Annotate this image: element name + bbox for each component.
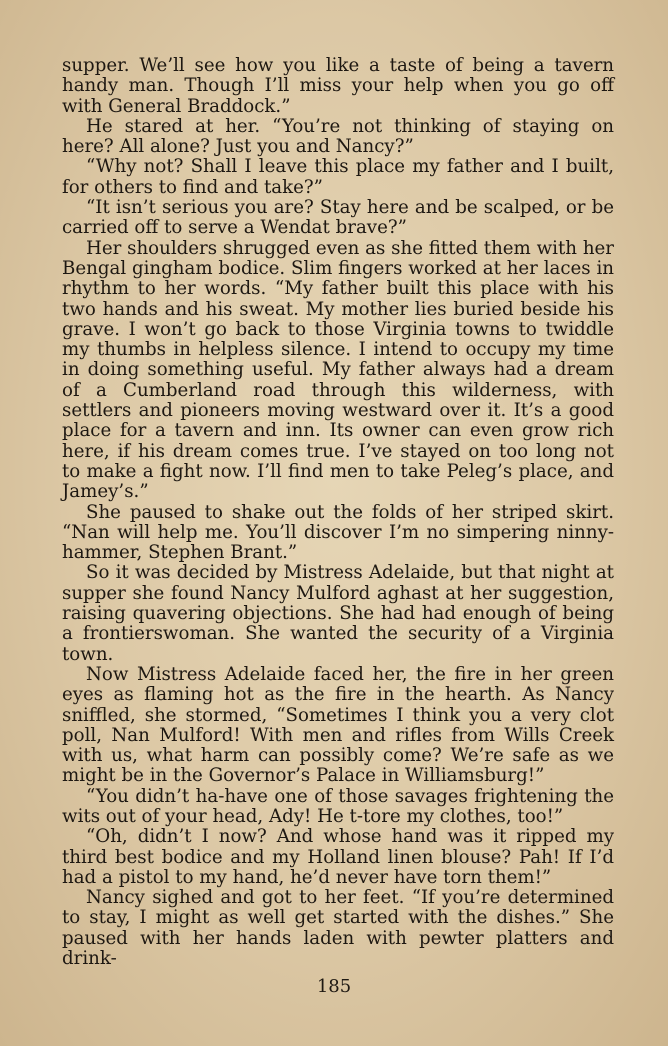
paragraph: “Why not? Shall I leave this place my father and I built, for others to find and take?” — [62, 156, 614, 198]
paragraph: “You didn’t ha-have one of those savages frightening the wits out of your head, Ady! He t-tore my clothes, too!” — [62, 785, 614, 827]
paragraph: Now Mistress Adelaide faced her, the fire in her green eyes as flaming hot as the fire in the hearth. As Nancy sniffled, she stormed, “Sometimes I think you a very clot poll, Nan Mulford! With men and rifles from Wills Creek with us, what harm can possibly come? We’re safe as we might be in the Governor’s Palace in Williamsburg!” — [62, 663, 614, 787]
paragraph: Nancy sighed and got to her feet. “If you’re determined to stay, I might as well get started with the dishes.” She paused with her hands laden with pewter platters and drink- — [62, 887, 614, 970]
paragraph: She paused to shake out the folds of her striped skirt. “Nan will help me. You’ll discover I’m no simpering ninny-hammer, Stephen Brant.” — [62, 501, 614, 564]
paragraph: “It isn’t serious you are? Stay here and be scalped, or be carried off to serve a Wendat brave?” — [62, 197, 614, 239]
page-body-text — [62, 56, 614, 969]
paragraph: “Oh, didn’t I now? And whose hand was it ripped my third best bodice and my Holland linen blouse? Pah! If I’d had a pistol to my hand, he’d never have torn them!” — [62, 826, 614, 888]
paragraph: supper. We’ll see how you like a taste of being a tavern handy man. Though I’ll miss your help when you go off with General Braddock.” — [62, 55, 614, 117]
paragraph: So it was decided by Mistress Adelaide, but that night at supper she found Nancy Mulford aghast at her suggestion, raising quavering objections. She had had enough of being a frontierswoman. She wanted the security of a Virginia town. — [62, 562, 614, 665]
paragraph: He stared at her. “You’re not thinking of staying on here? All alone? Just you and Nancy?” — [62, 115, 614, 158]
page-number: 185 — [316, 976, 352, 997]
paragraph: Her shoulders shrugged even as she fitted them with her Bengal gingham bodice. Slim fingers worked at her laces in rhythm to her words. “My father built this place with his two hands and his sweat. My mother lies buried beside his grave. I won’t go back to those Virginia towns to twiddle my thumbs in helpless silence. I intend to occupy my time in doing something useful. My father always had a dream of a Cumberland road through this wilderness, with settlers and pioneers moving westward over it. It’s a good place for a tavern and inn. Its owner can even grow rich here, if his dream comes true. I’ve stayed on too long not to make a fight now. I’ll find men to take Peleg’s place, and Jamey’s.” — [62, 237, 614, 503]
